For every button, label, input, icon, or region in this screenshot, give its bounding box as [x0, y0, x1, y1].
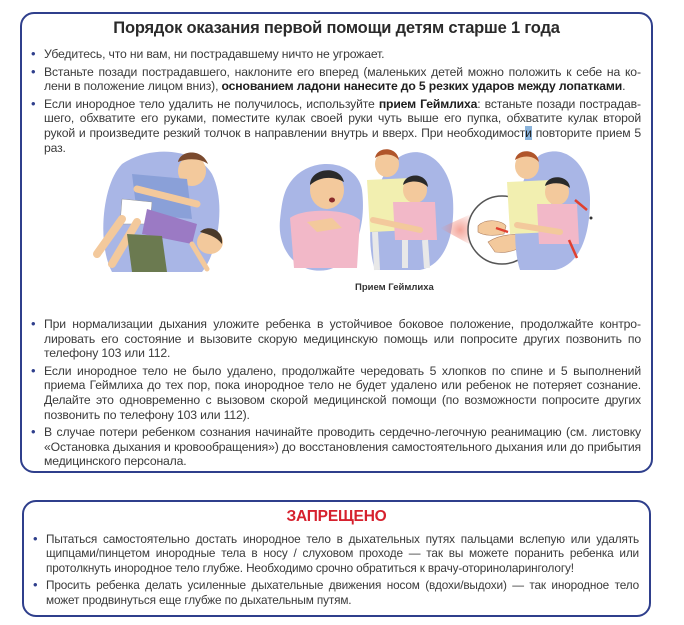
text-run: повторите прием 5 раз.	[44, 125, 641, 155]
forbidden-title: ЗАПРЕЩЕНО	[286, 508, 387, 525]
list-item	[30, 47, 641, 62]
bold-text: основанием ладони нанесите до 5 резких ударов между лопатками	[221, 79, 623, 94]
list-item	[30, 65, 641, 94]
list-item	[32, 532, 639, 575]
illustrations-row	[0, 140, 684, 300]
procedure-title: Порядок оказания первой помощи детям старше 1 года	[113, 19, 560, 37]
list-item	[32, 578, 639, 607]
text-run: Убедитесь, что ни вам, ни пострадавшему ничто не угрожает.	[44, 47, 385, 61]
text-run: .	[622, 79, 626, 94]
forbidden-list	[32, 532, 639, 610]
heimlich-caption: Прием Геймлиха	[355, 282, 434, 293]
back-blows-illustration	[92, 144, 257, 274]
text-run: При нормализации дыхания уложите ребенка в устойчивое боковое положение, продолжайте контролировать его состояние и вызовите скорую медицинскую помощь или попросите других позвонить по телефону 103 или 112.	[44, 317, 641, 361]
list-item	[30, 425, 641, 469]
forbidden-box	[22, 500, 651, 617]
choking-child-illustration	[272, 150, 367, 275]
text-run: Просить ребенка делать усиленные дыхательные движения носом (вдохи/выдохи) — так инородное тело может продвинуться еще глубже по дыхательным путям.	[46, 578, 639, 607]
list-item	[30, 317, 641, 361]
list-item	[30, 364, 641, 422]
bold-text: прием Геймлиха	[378, 96, 478, 111]
selected-text: и	[525, 125, 532, 140]
text-run: В случае потери ребенком сознания начинайте проводить сердечно-легочную реанимацию (см. листовку «Остановка дыхания и кровообращения») до восстановления самостоятельного дыхания или до прибытия медицинского персонала.	[44, 425, 641, 469]
heimlich-thrust-illustration	[505, 140, 600, 275]
text-run: Встаньте позади пострадавшего, наклоните его вперед (маленьких детей можно положить к себе на колени в положение лицом вниз),	[44, 64, 641, 94]
text-run: Если инородное тело удалить не получилось, используйте	[44, 96, 379, 111]
text-run: : встаньте позади пострадавшего, обхватите его руками, поместите кулак своей руки чуть выше его пупка, обхватите кулак второй рукой и произведите резкий толчок в направлении внутрь и вверх. При необходимост	[44, 96, 641, 140]
text-run: Если инородное тело не было удалено, продолжайте чередовать 5 хлопков по спине и 5 выполнений приема Геймлиха до тех пор, пока инородное тело не будет удалено или ребенок не потеряет сознание. Делайте это одновременно с вызовом скорой медицинской помощи (по возможности попросите других позвонить по телефону 103 или 112).	[44, 363, 641, 422]
procedure-steps-bottom	[30, 317, 641, 472]
text-run: Пытаться самостоятельно достать инородное тело в дыхательных путях пальцами вслепую или удалять щипцами/пинцетом инородные тела в носу / слуховом проходе — так вы можете поранить ребенка или протолкнуть инородное тело глубже. Необходимо срочно обратиться к врачу-оториноларингологу!	[46, 532, 639, 575]
